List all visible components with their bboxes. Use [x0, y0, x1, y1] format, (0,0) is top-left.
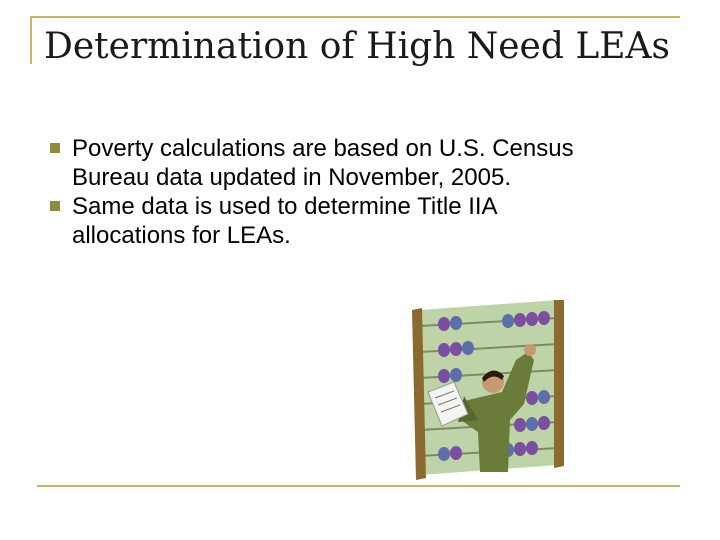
- left-frame-line: [30, 16, 32, 64]
- top-frame-line: [30, 16, 680, 18]
- abacus-worker-illustration: [398, 300, 568, 480]
- square-bullet-icon: [50, 143, 60, 153]
- square-bullet-icon: [50, 201, 60, 211]
- bullet-text: Poverty calculations are based on U.S. Census Bureau data updated in November, 2005.: [72, 135, 574, 191]
- bullet-item: [50, 192, 610, 250]
- slide-title: Determination of High Need LEAs: [44, 26, 671, 67]
- bullet-list: [50, 134, 610, 250]
- bullet-text: Same data is used to determine Title IIA allocations for LEAs.: [72, 193, 497, 249]
- bottom-frame-line: [37, 485, 680, 487]
- abacus-frame-right: [554, 300, 564, 468]
- bullet-item: [50, 134, 610, 192]
